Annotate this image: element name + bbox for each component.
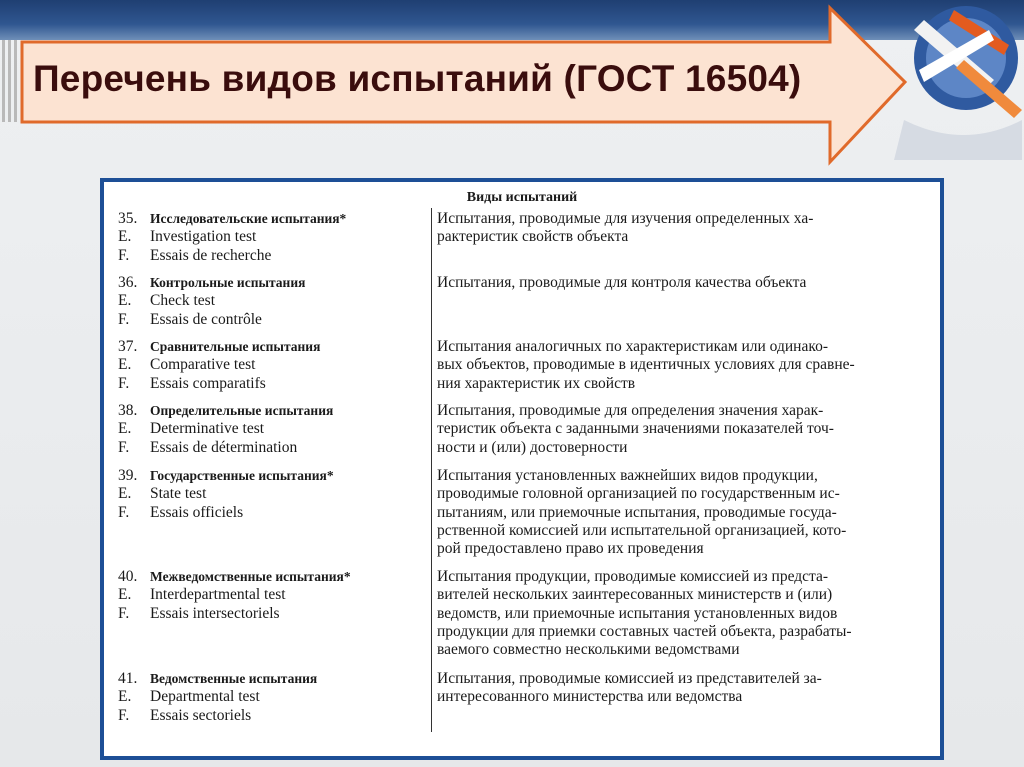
term-ru-line bbox=[118, 402, 428, 420]
entry-number: 41. bbox=[118, 670, 138, 687]
fr-prefix: F. bbox=[118, 438, 130, 456]
definition-line: рактеристик свойств объекта bbox=[437, 228, 629, 246]
definition-line: ведомств, или приемочные испытания установленных видов bbox=[437, 604, 838, 622]
fr-prefix: F. bbox=[118, 310, 130, 328]
definition-line: Испытания, проводимые для контроля качества объекта bbox=[437, 274, 807, 291]
term-fr: Essais officiels bbox=[150, 503, 244, 521]
entry-number: 38. bbox=[118, 402, 138, 419]
term-fr: Essais de recherche bbox=[150, 246, 272, 264]
term-fr-line bbox=[118, 247, 428, 265]
definition-line: ния характеристик их свойств bbox=[437, 374, 636, 392]
term-fr: Essais sectoriels bbox=[150, 706, 252, 724]
definition-line: интересованного министерства или ведомства bbox=[437, 688, 743, 706]
term-en-line bbox=[118, 292, 428, 310]
term-ru: Контрольные испытания bbox=[150, 275, 306, 290]
en-prefix: E. bbox=[118, 485, 132, 503]
en-prefix: E. bbox=[118, 228, 132, 246]
term-en-line bbox=[118, 228, 428, 246]
fr-prefix: F. bbox=[118, 503, 130, 521]
fr-prefix: F. bbox=[118, 604, 130, 622]
fr-prefix: F. bbox=[118, 374, 130, 392]
term-en: Check test bbox=[150, 292, 215, 310]
term-fr-line bbox=[118, 439, 428, 457]
term-en-line bbox=[118, 586, 428, 604]
en-prefix: E. bbox=[118, 420, 132, 438]
term-ru-line bbox=[118, 568, 428, 586]
definition-line: вых объектов, проводимые в идентичных условиях для сравне- bbox=[437, 356, 855, 374]
term-ru: Государственные испытания* bbox=[150, 468, 334, 483]
term-block bbox=[118, 568, 428, 623]
definition-line: рой предоставлено право их проведения bbox=[437, 540, 704, 558]
definition-line: Испытания установленных важнейших видов продукции, bbox=[437, 467, 818, 484]
term-ru: Межведомственные испытания* bbox=[150, 569, 351, 584]
definition-text bbox=[437, 670, 932, 707]
gost-table-image bbox=[100, 178, 944, 760]
definition-line: ваемого совместно несколькими ведомствами bbox=[437, 641, 740, 659]
term-fr: Essais de détermination bbox=[150, 438, 298, 456]
term-block bbox=[118, 670, 428, 725]
term-en-line bbox=[118, 420, 428, 438]
term-en: Comparative test bbox=[150, 356, 256, 374]
term-ru: Сравнительные испытания bbox=[150, 339, 321, 354]
definition-line: продукции для приемки составных частей объекта, разрабаты- bbox=[437, 622, 852, 640]
definition-text bbox=[437, 210, 932, 247]
definition-text bbox=[437, 338, 932, 393]
globe-logo-icon bbox=[894, 0, 1024, 160]
en-prefix: E. bbox=[118, 586, 132, 604]
table-heading: Виды испытаний bbox=[466, 190, 578, 205]
term-en-line bbox=[118, 356, 428, 374]
term-fr: Essais intersectoriels bbox=[150, 604, 280, 622]
definition-text bbox=[437, 274, 932, 292]
term-en-line bbox=[118, 485, 428, 503]
term-en-line bbox=[118, 688, 428, 706]
term-block bbox=[118, 402, 428, 457]
page-title: Перечень видов испытаний (ГОСТ 16504) bbox=[33, 58, 802, 99]
term-fr-line bbox=[118, 311, 428, 329]
entry-number: 35. bbox=[118, 210, 138, 227]
term-fr-line bbox=[118, 605, 428, 623]
term-en: Investigation test bbox=[150, 228, 257, 246]
term-ru-line bbox=[118, 467, 428, 485]
term-ru: Определительные испытания bbox=[150, 403, 334, 418]
entry-number: 39. bbox=[118, 467, 138, 484]
term-ru: Исследовательские испытания* bbox=[150, 211, 347, 226]
term-fr: Essais de contrôle bbox=[150, 310, 262, 328]
definition-line: пытаниям, или приемочные испытания, проводимые госуда- bbox=[437, 503, 837, 521]
entry-number: 37. bbox=[118, 338, 138, 355]
definition-line: вителей нескольких заинтересованных министерств и (или) bbox=[437, 586, 833, 604]
definition-line: Испытания продукции, проводимые комиссией из предста- bbox=[437, 568, 829, 585]
definition-line: Испытания аналогичных по характеристикам или одинако- bbox=[437, 338, 828, 355]
term-block bbox=[118, 338, 428, 393]
definition-text bbox=[437, 467, 932, 558]
entry-number: 36. bbox=[118, 274, 138, 291]
definition-line: проводимые головной организацией по государственным ис- bbox=[437, 485, 840, 503]
term-ru-line bbox=[118, 338, 428, 356]
definition-line: теристик объекта с заданными значениями показателей точ- bbox=[437, 420, 834, 438]
fr-prefix: F. bbox=[118, 246, 130, 264]
en-prefix: E. bbox=[118, 688, 132, 706]
definition-line: ности и (или) достоверности bbox=[437, 438, 628, 456]
term-block bbox=[118, 274, 428, 329]
entry-number: 40. bbox=[118, 568, 138, 585]
term-fr-line bbox=[118, 707, 428, 725]
definition-line: Испытания, проводимые для изучения определенных ха- bbox=[437, 210, 814, 227]
term-en: Departmental test bbox=[150, 688, 260, 706]
term-en: Interdepartmental test bbox=[150, 586, 286, 604]
definition-line: рственной комиссией или испытательной организацией, кото- bbox=[437, 521, 847, 539]
fr-prefix: F. bbox=[118, 706, 130, 724]
term-ru: Ведомственные испытания bbox=[150, 671, 318, 686]
definition-text bbox=[437, 402, 932, 457]
column-divider bbox=[431, 208, 432, 732]
en-prefix: E. bbox=[118, 292, 132, 310]
term-fr-line bbox=[118, 375, 428, 393]
term-ru-line bbox=[118, 210, 428, 228]
term-fr: Essais comparatifs bbox=[150, 374, 266, 392]
term-block bbox=[118, 467, 428, 522]
term-block bbox=[118, 210, 428, 265]
term-en: State test bbox=[150, 485, 207, 503]
en-prefix: E. bbox=[118, 356, 132, 374]
term-fr-line bbox=[118, 504, 428, 522]
term-ru-line bbox=[118, 274, 428, 292]
definition-text bbox=[437, 568, 932, 659]
term-en: Determinative test bbox=[150, 420, 265, 438]
definition-line: Испытания, проводимые комиссией из представителей за- bbox=[437, 670, 822, 687]
term-ru-line bbox=[118, 670, 428, 688]
definition-line: Испытания, проводимые для определения значения харак- bbox=[437, 402, 824, 419]
